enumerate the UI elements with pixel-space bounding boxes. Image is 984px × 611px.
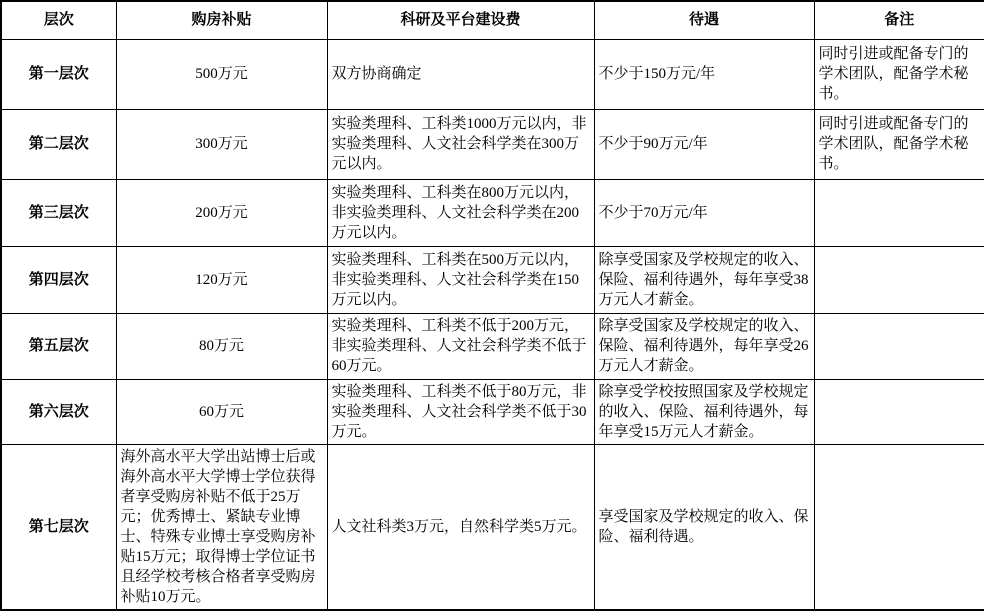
tier-cell: 第一层次 (1, 39, 116, 109)
tier-cell: 第五层次 (1, 313, 116, 379)
subsidy-cell: 海外高水平大学出站博士后或海外高水平大学博士学位获得者享受购房补贴不低于25万元；优秀博士、紧缺专业博士、特殊专业博士享受购房补贴15万元；取得博士学位证书且经学校考核合格者享受购房补贴10万元。 (116, 444, 327, 610)
column-header-treatment: 待遇 (594, 1, 814, 39)
remark-cell (814, 313, 984, 379)
research-cell: 实验类理科、工科类不低于200万元，非实验类理科、人文社会科学类不低于60万元。 (327, 313, 594, 379)
research-cell: 双方协商确定 (327, 39, 594, 109)
tier-cell: 第四层次 (1, 246, 116, 313)
tier-cell: 第二层次 (1, 109, 116, 179)
tier-cell: 第七层次 (1, 444, 116, 610)
remark-cell: 同时引进或配备专门的学术团队，配备学术秘书。 (814, 109, 984, 179)
research-cell: 实验类理科、工科类不低于80万元，非实验类理科、人文社会科学类不低于30万元。 (327, 379, 594, 444)
column-header-housing-subsidy: 购房补贴 (116, 1, 327, 39)
treatment-cell: 除享受国家及学校规定的收入、保险、福利待遇外，每年享受38万元人才薪金。 (594, 246, 814, 313)
table-row (1, 39, 984, 109)
table-row (1, 379, 984, 444)
subsidy-cell: 80万元 (116, 313, 327, 379)
table-row (1, 109, 984, 179)
treatment-cell: 除享受国家及学校规定的收入、保险、福利待遇外，每年享受26万元人才薪金。 (594, 313, 814, 379)
subsidy-cell: 300万元 (116, 109, 327, 179)
column-header-remark: 备注 (814, 1, 984, 39)
research-cell: 实验类理科、工科类在800万元以内，非实验类理科、人文社会科学类在200万元以内。 (327, 179, 594, 246)
remark-cell: 同时引进或配备专门的学术团队，配备学术秘书。 (814, 39, 984, 109)
subsidy-cell: 200万元 (116, 179, 327, 246)
subsidy-cell: 60万元 (116, 379, 327, 444)
remark-cell (814, 379, 984, 444)
treatment-cell: 享受国家及学校规定的收入、保险、福利待遇。 (594, 444, 814, 610)
remark-cell (814, 444, 984, 610)
treatment-cell: 除享受学校按照国家及学校规定的收入、保险、福利待遇外，每年享受15万元人才薪金。 (594, 379, 814, 444)
column-header-research-platform-fee: 科研及平台建设费 (327, 1, 594, 39)
treatment-cell: 不少于150万元/年 (594, 39, 814, 109)
research-cell: 实验类理科、工科类1000万元以内，非实验类理科、人文社会科学类在300万元以内。 (327, 109, 594, 179)
remark-cell (814, 246, 984, 313)
subsidy-cell: 500万元 (116, 39, 327, 109)
treatment-cell: 不少于90万元/年 (594, 109, 814, 179)
research-cell: 实验类理科、工科类在500万元以内，非实验类理科、人文社会科学类在150万元以内。 (327, 246, 594, 313)
tier-cell: 第六层次 (1, 379, 116, 444)
table-header-row (1, 1, 984, 39)
column-header-tier: 层次 (1, 1, 116, 39)
table-row (1, 179, 984, 246)
treatment-cell: 不少于70万元/年 (594, 179, 814, 246)
tier-cell: 第三层次 (1, 179, 116, 246)
table-row (1, 444, 984, 610)
remark-cell (814, 179, 984, 246)
research-cell: 人文社科类3万元，自然科学类5万元。 (327, 444, 594, 610)
subsidy-cell: 120万元 (116, 246, 327, 313)
table-row (1, 313, 984, 379)
table-row (1, 246, 984, 313)
